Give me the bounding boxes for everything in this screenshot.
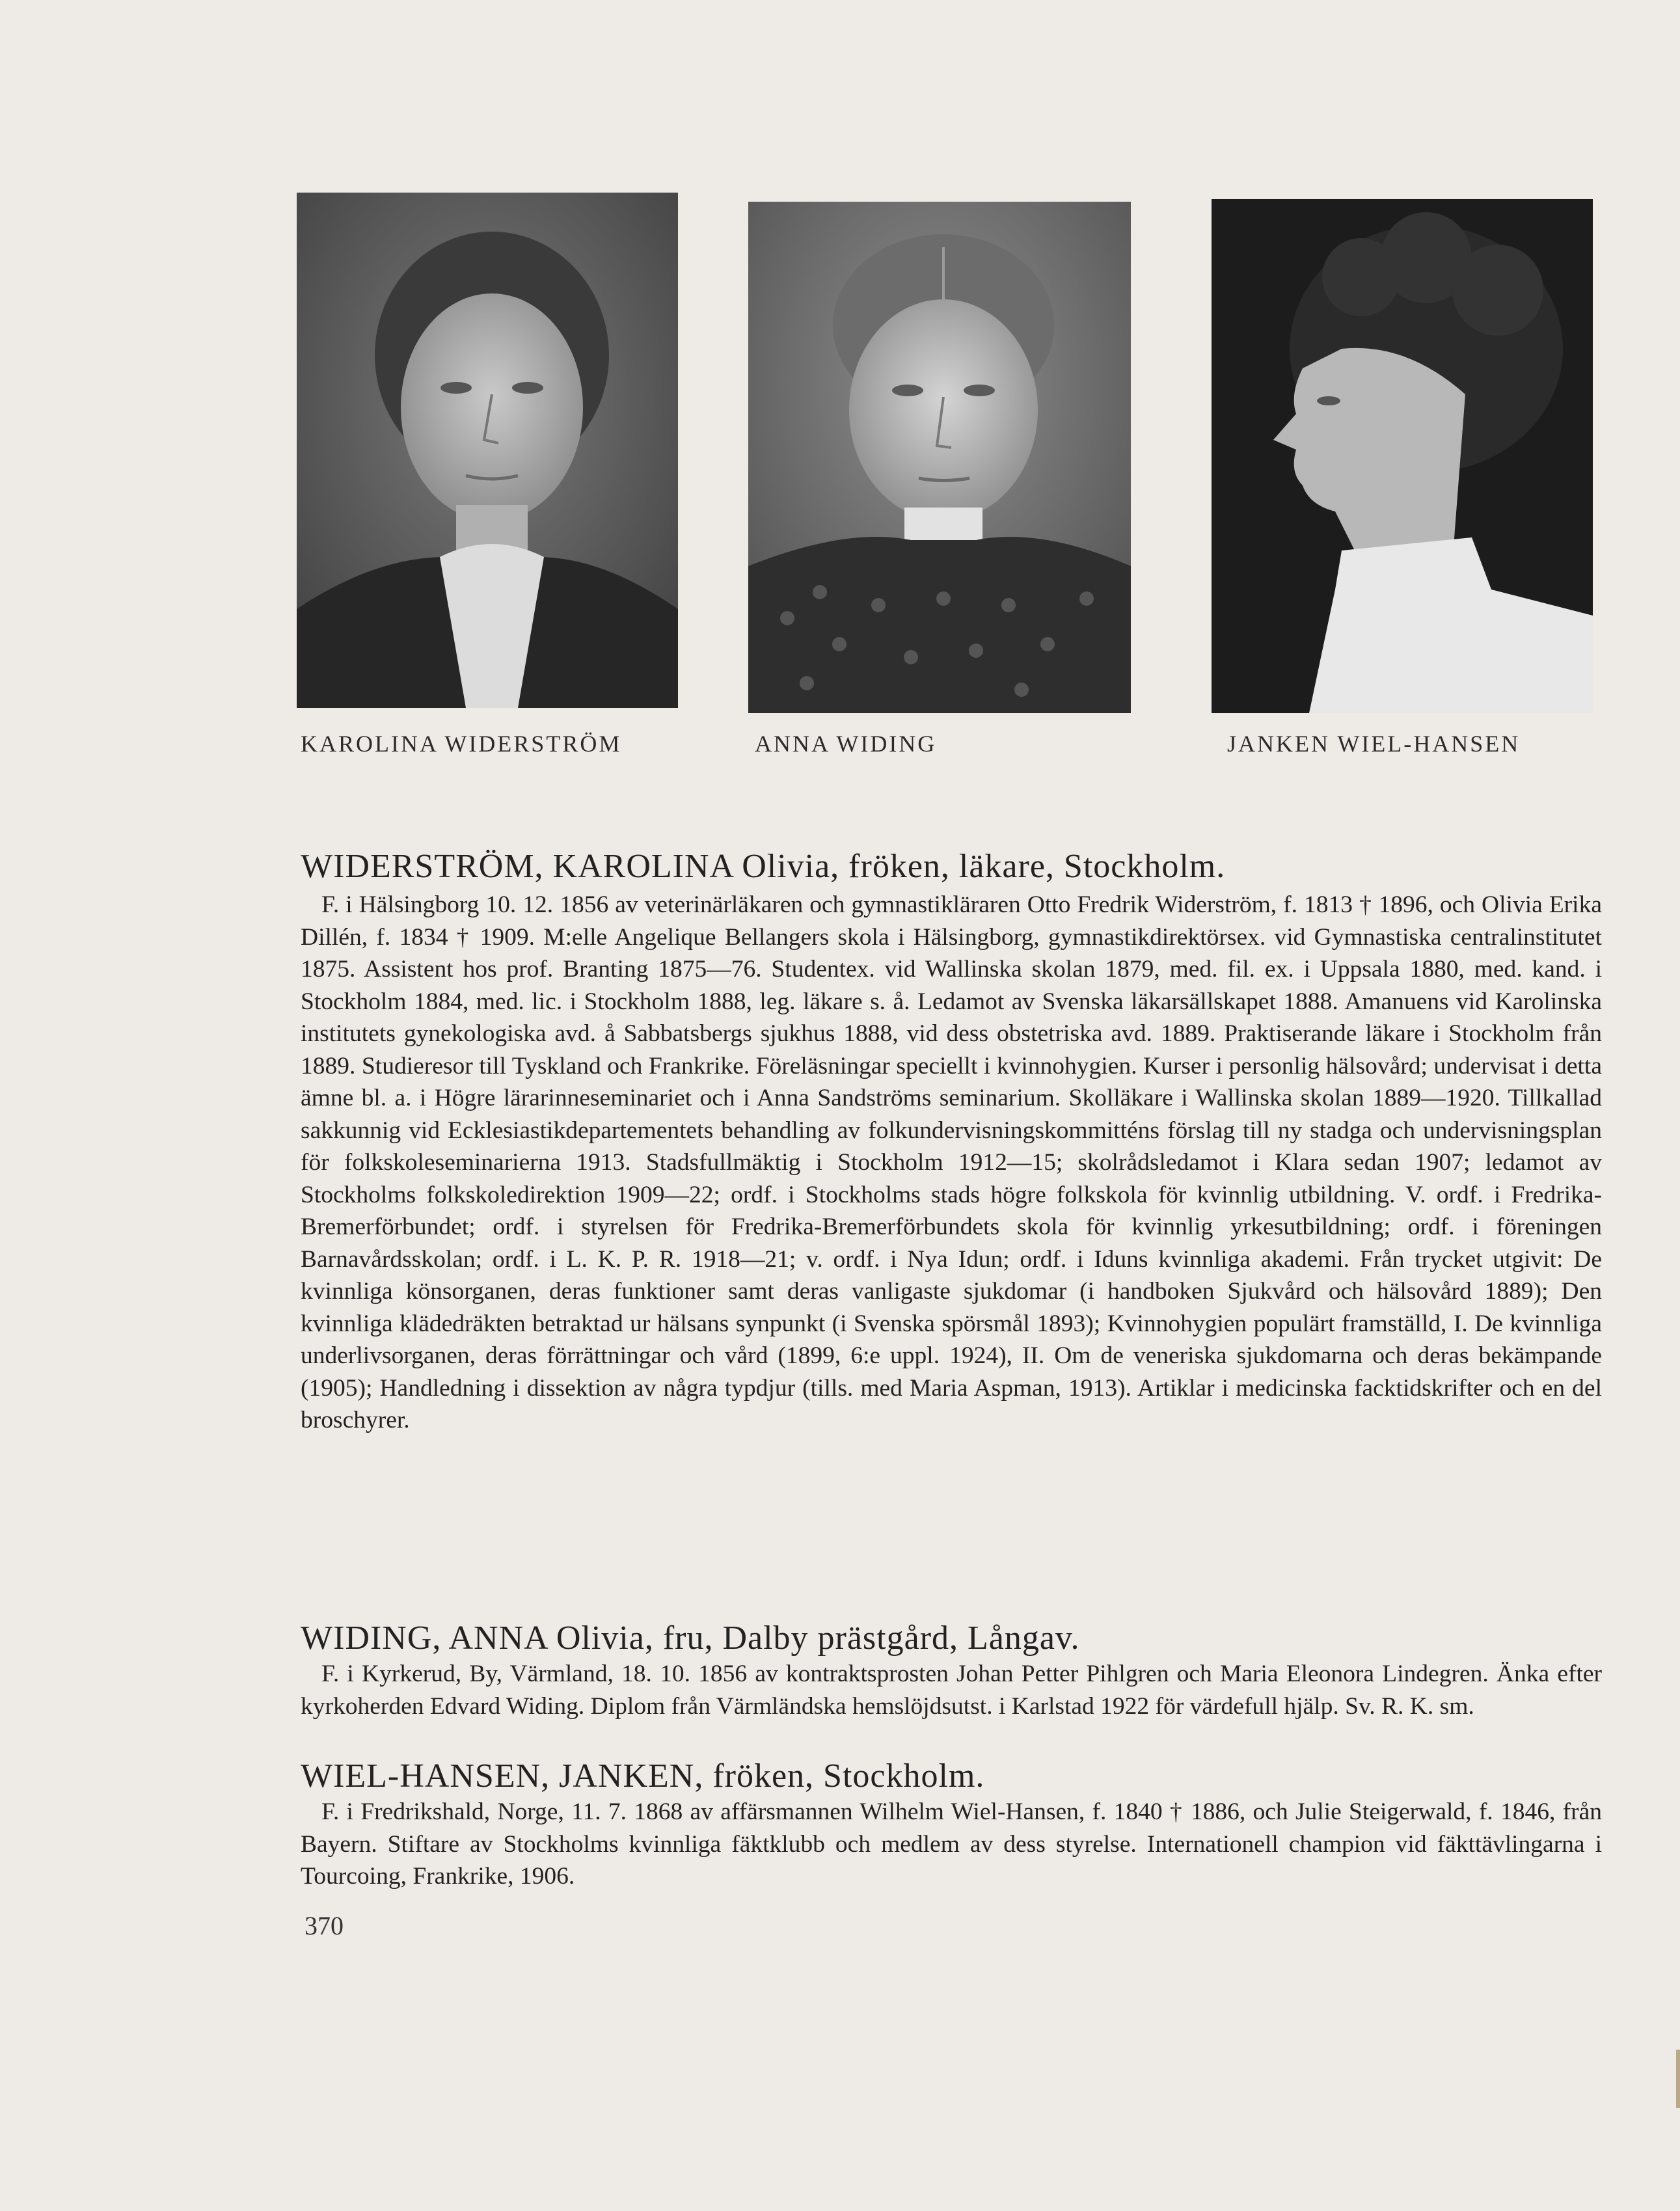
- portrait-anna-widing: [748, 202, 1131, 713]
- entry-heading: WIEL-HANSEN, JANKEN, fröken, Stockholm.: [301, 1757, 985, 1795]
- page-number: 370: [305, 1911, 344, 1940]
- portrait-caption: KAROLINA WIDERSTRÖM: [301, 731, 622, 757]
- entry-heading: WIDING, ANNA Olivia, fru, Dalby prästgård, Långav.: [301, 1620, 1080, 1657]
- entry-paragraph: F. i Fredrikshald, Norge, 11. 7. 1868 av affärsmannen Wilhelm Wiel-Hansen, f. 1840 † 1886, och Julie Steigerwald, f. 1846, från Bayern. Stiftare av Stockholms kvinnliga fäktklubb och medlem av dess styrelse. Internationell champion vid fäkttävlingarna i Tourcoing, Frankrike, 1906.: [301, 1798, 1602, 1890]
- portrait-karolina-widerstrom: [297, 193, 678, 708]
- portrait-janken-wiel-hansen: [1212, 199, 1593, 713]
- entry-paragraph: F. i Kyrkerud, By, Värmland, 18. 10. 1856 av kontraktsprosten Johan Petter Pihlgren och Maria Eleonora Lindegren. Änka efter kyrkoherden Edvard Widing. Diplom från Värmländska hemslöjdsutst. i Karlstad 1922 för värdefull hjälp. Sv. R. K. sm.: [301, 1661, 1602, 1720]
- entry-paragraph: F. i Hälsingborg 10. 12. 1856 av veterinärläkaren och gymnastikläraren Otto Fredrik Widerström, f. 1813 † 1896, och Olivia Erika Dillén, f. 1834 † 1909. M:elle Angelique Bellangers skola i Hälsingborg, gymnastikdirektörsex. vid Gymnastiska centralinstitutet 1875. Assistent hos prof. Branting 1875—76. Studentex. vid Wallinska skolan 1879, med. fil. ex. i Uppsala 1880, med. kand. i Stockholm 1884, med. lic. i Stockholm 1888, leg. läkare s. å. Ledamot av Svenska läkarsällskapet 1888. Amanuens vid Karolinska institutets gynekologiska avd. å Sabbatsbergs sjukhus 1888, vid dess obstetriska avd. 1889. Praktiserande läkare i Stockholm från 1889. Studieresor till Tyskland och Frankrike. Föreläsningar speciellt i kvinnohygien. Kurser i personlig hälsovård; undervisat i detta ämne bl. a. i Högre lärarinneseminariet och i Anna Sandströms seminarium. Skolläkare i Wallinska skolan 1889—1920. Tillkallad sakkunnig vid Ecklesiastikdepartementets behandling av folkundervisningskommitténs förslag till ny stadga och undervisningsplan för folkskoleseminarierna 1913. Stadsfullmäktig i Stockholm 1912—15; skolrådsledamot i Klara sedan 1907; ledamot av Stockholms folkskoledirektion 1909—22; ordf. i Stockholms stads högre folkskola för kvinnlig utbildning. V. ordf. i Fredrika-Bremerförbundet; ordf. i styrelsen för Fredrika-Bremerförbundets skola för kvinnlig yrkesutbildning; ordf. i föreningen Barnavårdsskolan; ordf. i L. K. P. R. 1918—21; v. ordf. i Nya Idun; ordf. i Iduns kvinnliga akademi. Från trycket utgivit: De kvinnliga könsorganen, deras funktioner samt deras vanligaste sjukdomar (i handboken Sjukvård och hälsovård 1889); Den kvinnliga klädedräkten betraktad ur hälsans synpunkt (i Svenska spörsmål 1893); Kvinnohygien populärt framställd, I. De kvinnliga underlivsorganen, deras förrättningar och vård (1899, 6:e uppl. 1924), II. Om de veneriska sjukdomarna och deras bekämpande (1905); Handledning i dissektion av några typdjur (tills. med Maria Aspman, 1913). Artiklar i medicinska facktidskrifter och en del broschyrer.: [301, 891, 1602, 1433]
- entry-text: [301, 1658, 1602, 1722]
- page-edge-mark: [1676, 2050, 1680, 2108]
- portrait-caption: JANKEN WIEL-HANSEN: [1227, 731, 1521, 757]
- entry-text: [301, 1796, 1602, 1893]
- portrait-caption: ANNA WIDING: [755, 731, 937, 757]
- entry-text: [301, 889, 1602, 1437]
- entry-heading: WIDERSTRÖM, KAROLINA Olivia, fröken, läkare, Stockholm.: [301, 848, 1226, 885]
